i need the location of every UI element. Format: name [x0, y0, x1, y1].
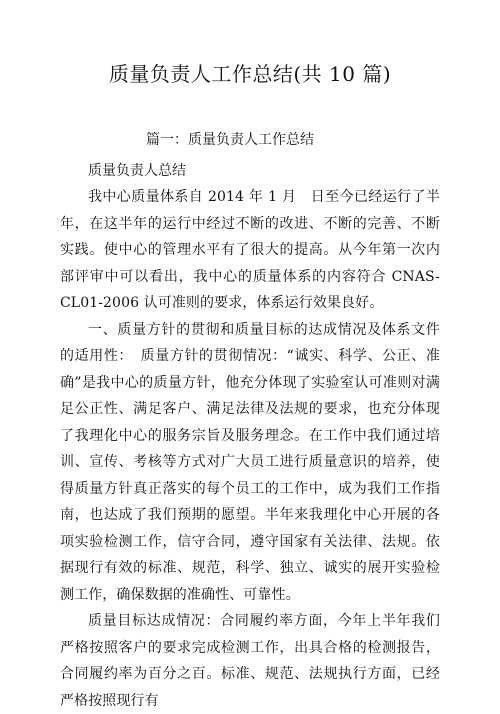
paragraph-3: 质量目标达成情况：合同履约率方面，今年上半年我们严格按照客户的要求完成检测工作，出具合格的检测报告，合同履约率为百分之百。标准、规范、法规执行方面，已经严格按照现行有 [60, 613, 440, 709]
document-title: 质量负责人工作总结(共 10 篇) [108, 62, 392, 86]
subheading: 质量负责人总结 [88, 163, 186, 179]
paragraph-1: 我中心质量体系自 2014 年 1 月 日至今已经运行了半年，在这半年的运行中经过不断的改进、不断的完善、不断实践。使中心的管理水平有了很大的提高。从今年第一次内部评审中可以看出，我中心的质量体系的内容符合 CNAS-CL01-2006 认可准则的要求，体系运行效果良好。 [60, 189, 440, 311]
paragraph-2: 一、质量方针的贯彻和质量目标的达成情况及体系文件的适用性： 质量方针的贯彻情况：“诚实、科学、公正、准确”是我中心的质量方针，他充分体现了实验室认可准则对满足公正性、满足客户、满足法律及法规的要求，也充分体现了我理化中心的服务宗旨及服务理念。在工作中我们通过培训、宣传、考核等方式对广大员工进行质量意识的培养，使得质量方针真正落实的每个员工的工作中，成为我们工作指南，也达成了我们预期的愿望。半年来我理化中心开展的各项实验检测工作，信守合同，遵守国家有关法律、法规。依据现行有效的标准、规范，科学、独立、诚实的展开实验检测工作，确保数据的准确性、可靠性。 [60, 321, 440, 603]
section-heading: 篇一：质量负责人工作总结 [146, 132, 314, 148]
